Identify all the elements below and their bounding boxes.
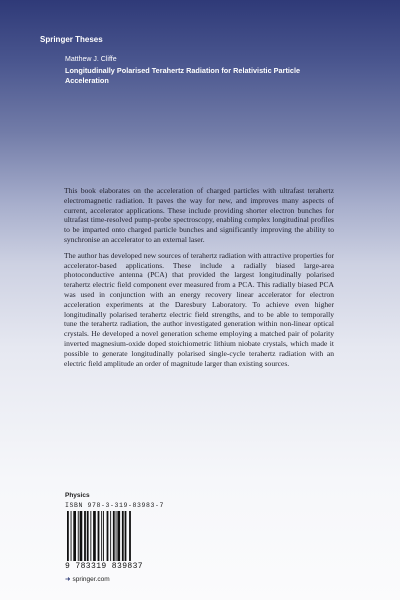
barcode-bar	[116, 511, 117, 561]
barcode-bar	[110, 511, 111, 561]
barcode-bar	[117, 511, 120, 561]
book-description	[64, 186, 334, 374]
barcode-bar	[103, 511, 104, 561]
description-paragraph: This book elaborates on the acceleration of charged particles with ultrafast terahertz electromagnetic radiation. It paves the way for new, and improves many aspects of current, accelerator applications. These include providing shorter electron bunches for ultrafast time-resolved pump-probe spectroscopy, enabling complex longitudinal profiles to be imparted onto charged particle bunches and significantly improving the ability to synchronise an accelerator to an external laser.	[64, 186, 334, 244]
barcode-bar	[122, 511, 124, 561]
barcode-bar	[73, 511, 76, 561]
barcode-bar	[87, 511, 89, 561]
isbn-text: ISBN 978-3-319-83983-7	[65, 502, 165, 509]
series-name: Springer Theses	[40, 35, 103, 44]
barcode-bar	[113, 511, 115, 561]
barcode-bar	[71, 511, 72, 561]
barcode-bar	[125, 511, 127, 561]
barcode-bar	[78, 511, 79, 561]
barcode-bar	[67, 511, 69, 561]
barcode-bar	[98, 511, 100, 561]
barcode-bar	[101, 511, 102, 561]
barcode	[65, 511, 160, 561]
website-label: springer.com	[72, 576, 110, 583]
barcode-bar	[93, 511, 96, 561]
barcode-bar	[129, 511, 131, 561]
publisher-website[interactable]	[65, 575, 110, 583]
arrow-icon: ➜	[65, 576, 71, 583]
author-name: Matthew J. Cliffe	[65, 56, 117, 63]
book-title: Longitudinally Polarised Terahertz Radiation for Relativistic Particle Acceleration	[65, 66, 301, 85]
barcode-bar	[90, 511, 91, 561]
subject-category: Physics	[65, 492, 90, 499]
description-paragraph: The author has developed new sources of terahertz radiation with attractive properties for accelerator-based applications. These include a radially biased large-area photoconductive antenna (PCA) that provided the largest longitudinally polarised terahertz electric field component ever measured from a PCA. This radially biased PCA was used in conjunction with an energy recovery linear accelerator for electron acceleration experiments at the Daresbury Laboratory. To achieve even higher longitudinally polarised terahertz electric field strengths, and to be able to temporally tune the terahertz radiation, the author investigated generation within non-linear optical crystals. He developed a novel generation scheme employing a matched pair of polarity inverted magnesium-oxide doped stoichiometric lithium niobate crystals, which made it possible to generate longitudinally polarised single-cycle terahertz radiation with an electric field amplitude an order of magnitude larger than existing sources.	[64, 250, 334, 368]
barcode-bar	[107, 511, 109, 561]
barcode-bar	[80, 511, 83, 561]
barcode-bar	[84, 511, 86, 561]
barcode-number: 9 783319 839837	[65, 562, 144, 571]
